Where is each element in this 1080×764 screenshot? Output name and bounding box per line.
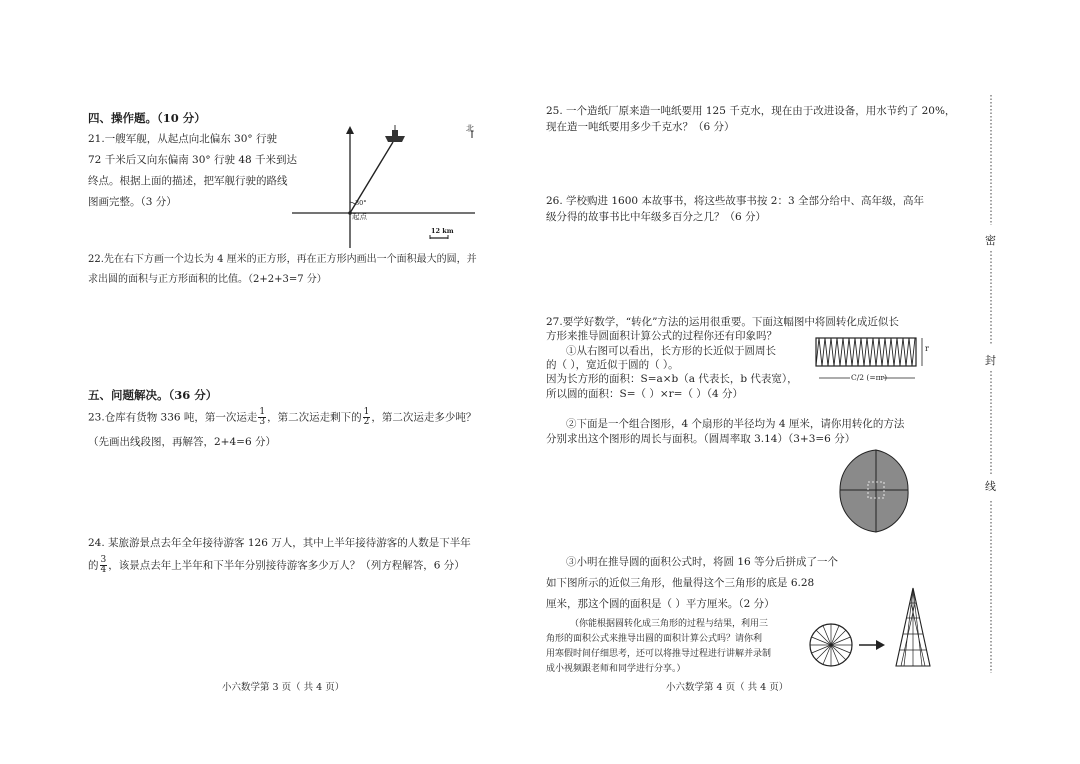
seal-dotted-line — [984, 95, 998, 675]
q22-line-1: 22.先在右下方画一个边长为 4 厘米的正方形，再在正方形内画出一个面积最大的圆，并 — [88, 254, 477, 265]
fraction-one-third: $\frac{1}{3}$ — [259, 407, 266, 427]
scale-label: 12 km — [431, 227, 454, 235]
q22-line-2: 求出圆的面积与正方形面积的比值。（2+2+3=7 分） — [88, 274, 327, 285]
sixteen-sector-circle — [806, 620, 856, 670]
q23-line-1: 23.仓库有货物 336 吨，第一次运走 $\frac{1}{3}$ ，第二次运走剩下的 $\frac{1}{2}$ ，第二次运走多少吨？ — [88, 407, 477, 427]
q27-p1-line-4: 所以圆的面积：S=（ ）×r=（ ）（4 分） — [546, 388, 744, 400]
q26-line-2: 级分得的故事书比中年级多百分之几？（6 分） — [546, 211, 767, 223]
half-circumference-label: C/2 (=πr) — [851, 373, 888, 382]
seal-char-feng: 封 — [985, 354, 996, 367]
warship-icon — [385, 125, 405, 142]
q24-line-2: 的 $\frac{3}{4}$ ，该景点去年上半年和下半年分别接待游客多少万人？（列方程解答，6 分） — [88, 555, 465, 575]
q27-note-line-3: 用寒假时间仔细思考，还可以将推导过程进行讲解并录制 — [546, 649, 772, 659]
q27-note-line-4: 成小视频跟老师和同学进行分享。） — [546, 664, 686, 674]
ship-route-diagram — [290, 122, 490, 250]
q21-line-2: 72 千米后又向东偏南 30° 行驶 48 千米到达 — [88, 154, 298, 166]
seal-char-xian: 线 — [985, 480, 996, 493]
q27-p2-line-1: ②下面是一个组合图形，4 个扇形的半径均为 4 厘米，请你用转化的方法 — [566, 418, 905, 430]
q27-p2-line-2: 分别求出这个图形的周长与面积。（圆周率取 3.14）（3+3=6 分） — [546, 433, 856, 445]
four-sector-pinwheel — [838, 448, 918, 538]
q21-line-4: 图画完整。（3 分） — [88, 196, 177, 208]
q24-line-1: 24. 某旅游景点去年全年接待游客 126 万人，其中上半年接待游客的人数是下半年 — [88, 537, 471, 549]
q27-p1-line-2: 的（ ），宽近似于圆的（ ）。 — [546, 359, 679, 371]
q27-note-line-2: 角形的面积公式来推导出圆的面积计算公式吗？请你利 — [546, 634, 763, 644]
q27-p3-line-2: 如下图所示的近似三角形，他量得这个三角形的底是 6.28 — [546, 577, 815, 589]
right-arrow-icon — [858, 638, 886, 652]
q27-p1-line-3: 因为长方形的面积：S=a×b（a 代表长，b 代表宽）， — [546, 373, 798, 385]
radius-label: r — [925, 344, 929, 353]
q27-note-line-1: （你能根据圆转化成三角形的过程与结果，利用三 — [570, 619, 769, 629]
q27-p1-line-1: ①从右图可以看出，长方形的长近似于圆周长 — [566, 345, 776, 357]
q27-p3-line-3: 厘米，那这个圆的面积是（ ）平方厘米。（2 分） — [546, 598, 775, 610]
fraction-one-half: $\frac{1}{2}$ — [363, 407, 370, 427]
q23-line-2: （先画出线段图，再解答，2+4=6 分） — [88, 436, 276, 448]
seal-char-mi: 密 — [985, 234, 996, 247]
q25-line-2: 现在造一吨纸要用多少千克水？（6 分） — [546, 121, 735, 133]
q25-line-1: 25. 一个造纸厂原来造一吨纸要用 125 千克水，现在由于改进设备，用水节约了 20%， — [546, 105, 956, 117]
start-label: 起点 — [352, 212, 367, 221]
q27-intro-2: 方形来推导圆面积计算公式的过程你还有印象吗？ — [546, 330, 777, 342]
north-label: 北 — [466, 124, 474, 133]
sector-triangle-diagram — [893, 586, 933, 670]
q21-line-3: 终点。根据上面的描述，把军舰行驶的路线 — [88, 175, 288, 187]
section-four-title: 四、操作题。（10 分） — [88, 111, 206, 125]
page-3-footer: 小六数学第 3 页（ 共 4 页） — [222, 682, 345, 693]
q27-intro-1: 27.要学好数学，“转化”方法的运用很重要。下面这幅图中将圆转化成近似长 — [546, 316, 899, 328]
angle-label: 30° — [355, 199, 367, 207]
page-4-footer: 小六数学第 4 页（ 共 4 页） — [666, 682, 789, 693]
q26-line-1: 26. 学校购进 1600 本故事书，将这些故事书按 2：3 全部分给中、高年级，高年 — [546, 195, 924, 207]
q27-p3-line-1: ③小明在推导圆的面积公式时，将圆 16 等分后拼成了一个 — [566, 556, 839, 568]
q21-line-1: 21.一艘军舰，从起点向北偏东 30° 行驶 — [88, 133, 277, 145]
fraction-three-quarters: $\frac{3}{4}$ — [100, 555, 107, 575]
section-five-title: 五、问题解决。（36 分） — [88, 388, 218, 402]
